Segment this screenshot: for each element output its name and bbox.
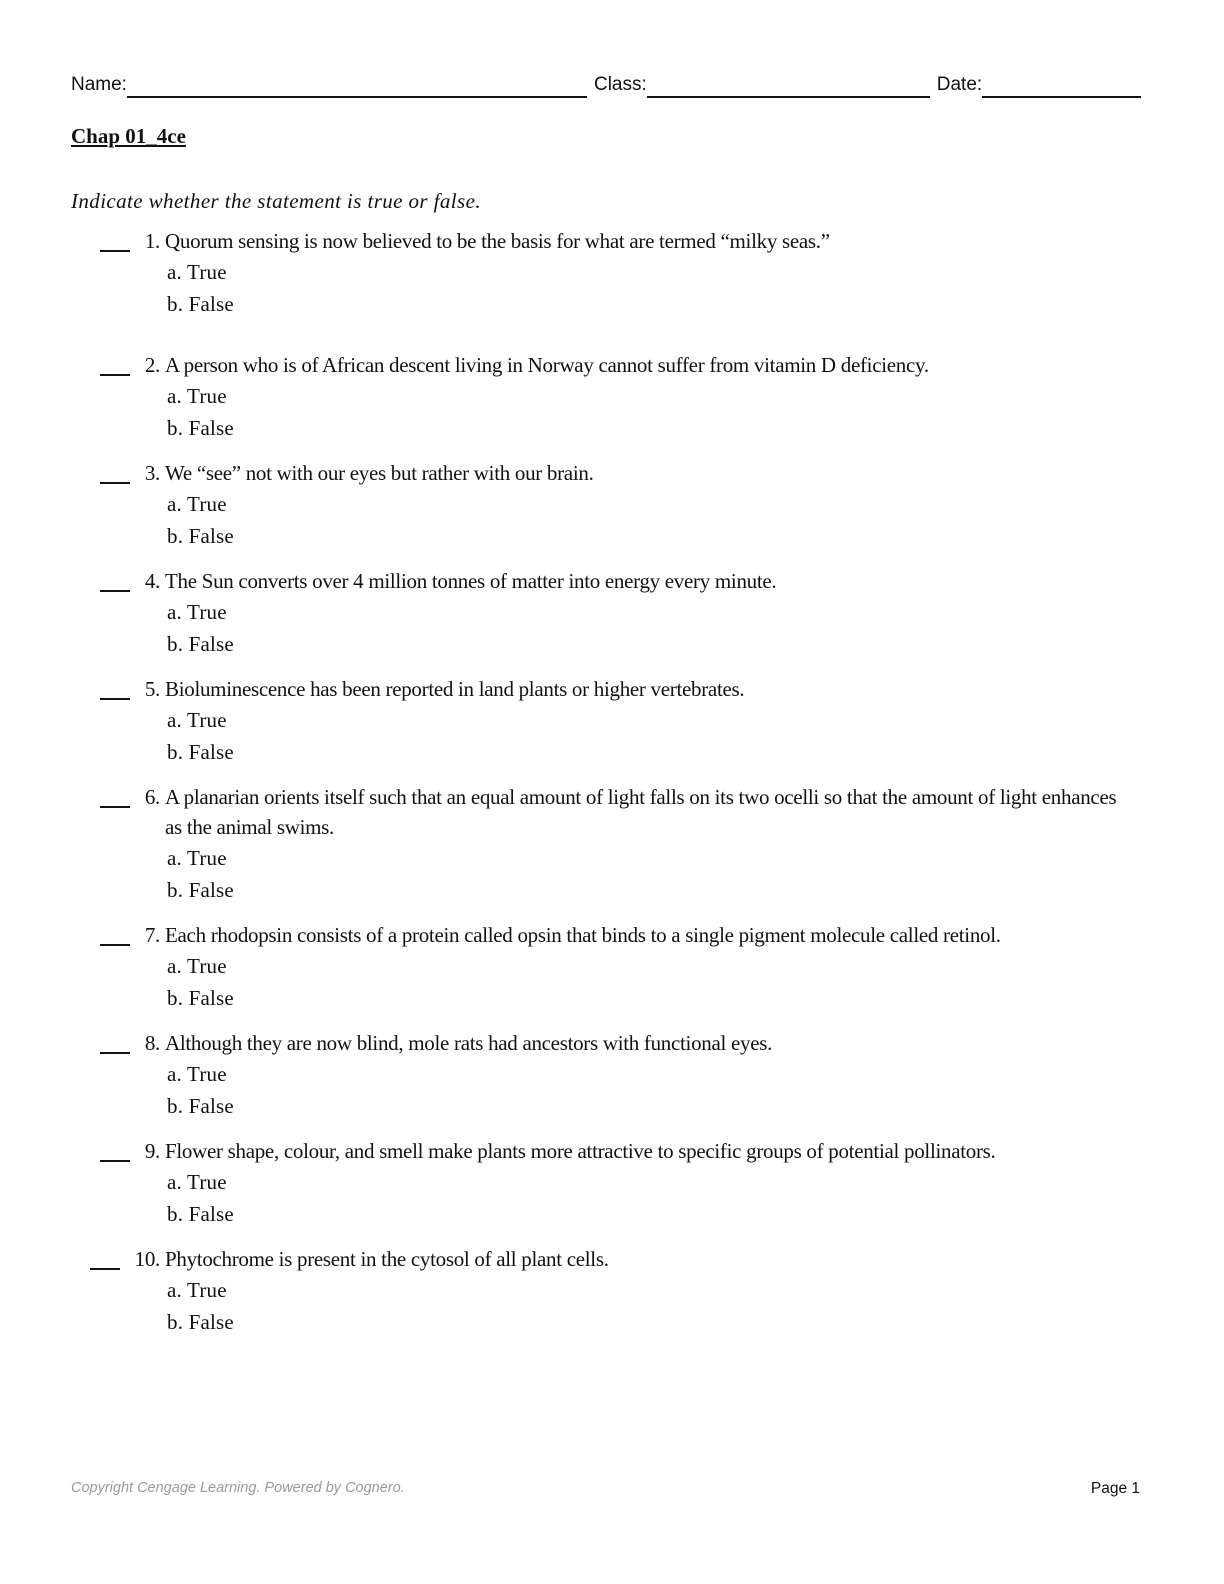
question-number: 5. bbox=[144, 677, 160, 701]
question-text: The Sun converts over 4 million tonnes of matter into energy every minute. bbox=[165, 569, 777, 593]
page-number: Page 1 bbox=[1090, 1480, 1140, 1497]
question-number: 1. bbox=[144, 229, 160, 253]
question-text: Each rhodopsin consists of a protein called opsin that binds to a single pigment molecule called retinol. bbox=[165, 923, 1001, 947]
copyright-notice: Copyright Cengage Learning. Powered by Cognero. bbox=[71, 1480, 405, 1496]
option-false[interactable]: b. False bbox=[167, 632, 234, 656]
question-list bbox=[0, 226, 1224, 1352]
answer-blank[interactable] bbox=[100, 590, 130, 592]
question-text: Phytochrome is present in the cytosol of all plant cells. bbox=[165, 1247, 609, 1271]
option-true[interactable]: a. True bbox=[167, 846, 227, 870]
option-false[interactable]: b. False bbox=[167, 416, 234, 440]
option-false[interactable]: b. False bbox=[167, 524, 234, 548]
option-false[interactable]: b. False bbox=[167, 1310, 234, 1334]
question-text: A person who is of African descent living in Norway cannot suffer from vitamin D deficiency. bbox=[165, 353, 929, 377]
option-true[interactable]: a. True bbox=[167, 600, 227, 624]
answer-blank[interactable] bbox=[100, 1052, 130, 1054]
name-field-line[interactable] bbox=[127, 74, 587, 98]
option-true[interactable]: a. True bbox=[167, 384, 227, 408]
question-9 bbox=[0, 1136, 1224, 1230]
name-label: Name: bbox=[71, 74, 127, 95]
instructions-text: Indicate whether the statement is true or false. bbox=[71, 189, 481, 213]
question-2 bbox=[0, 350, 1224, 444]
question-10 bbox=[0, 1244, 1224, 1338]
student-info-header bbox=[71, 70, 1141, 98]
question-number: 8. bbox=[144, 1031, 160, 1055]
question-3 bbox=[0, 458, 1224, 552]
question-1 bbox=[0, 226, 1224, 320]
question-6 bbox=[0, 782, 1224, 906]
option-false[interactable]: b. False bbox=[167, 878, 234, 902]
option-false[interactable]: b. False bbox=[167, 740, 234, 764]
answer-blank[interactable] bbox=[100, 1160, 130, 1162]
option-true[interactable]: a. True bbox=[167, 954, 227, 978]
question-number: 10. bbox=[134, 1247, 160, 1271]
date-field-line[interactable] bbox=[982, 74, 1141, 98]
question-number: 3. bbox=[144, 461, 160, 485]
question-number: 7. bbox=[144, 923, 160, 947]
option-true[interactable]: a. True bbox=[167, 708, 227, 732]
answer-blank[interactable] bbox=[90, 1268, 120, 1270]
option-false[interactable]: b. False bbox=[167, 1094, 234, 1118]
question-number: 6. bbox=[144, 785, 160, 809]
class-field-line[interactable] bbox=[647, 74, 930, 98]
question-8 bbox=[0, 1028, 1224, 1122]
answer-blank[interactable] bbox=[100, 944, 130, 946]
answer-blank[interactable] bbox=[100, 698, 130, 700]
question-number: 2. bbox=[144, 353, 160, 377]
question-text: A planarian orients itself such that an equal amount of light falls on its two ocelli so that the amount of light enhances as the animal swims. bbox=[165, 785, 1117, 839]
question-text: Quorum sensing is now believed to be the basis for what are termed “milky seas.” bbox=[165, 229, 830, 253]
question-7 bbox=[0, 920, 1224, 1014]
option-true[interactable]: a. True bbox=[167, 1170, 227, 1194]
question-5 bbox=[0, 674, 1224, 768]
option-true[interactable]: a. True bbox=[167, 492, 227, 516]
option-false[interactable]: b. False bbox=[167, 986, 234, 1010]
question-text: Although they are now blind, mole rats had ancestors with functional eyes. bbox=[165, 1031, 773, 1055]
page-title: Chap 01_4ce bbox=[71, 124, 186, 148]
option-true[interactable]: a. True bbox=[167, 1278, 227, 1302]
question-text: Flower shape, colour, and smell make plants more attractive to specific groups of potential pollinators. bbox=[165, 1139, 996, 1163]
answer-blank[interactable] bbox=[100, 250, 130, 252]
question-text: We “see” not with our eyes but rather with our brain. bbox=[165, 461, 594, 485]
answer-blank[interactable] bbox=[100, 806, 130, 808]
question-text: Bioluminescence has been reported in land plants or higher vertebrates. bbox=[165, 677, 745, 701]
answer-blank[interactable] bbox=[100, 482, 130, 484]
question-number: 4. bbox=[144, 569, 160, 593]
option-false[interactable]: b. False bbox=[167, 1202, 234, 1226]
option-true[interactable]: a. True bbox=[167, 260, 227, 284]
option-true[interactable]: a. True bbox=[167, 1062, 227, 1086]
question-4 bbox=[0, 566, 1224, 660]
date-label: Date: bbox=[936, 74, 983, 95]
class-label: Class: bbox=[593, 74, 647, 95]
option-false[interactable]: b. False bbox=[167, 292, 234, 316]
question-number: 9. bbox=[144, 1139, 160, 1163]
answer-blank[interactable] bbox=[100, 374, 130, 376]
